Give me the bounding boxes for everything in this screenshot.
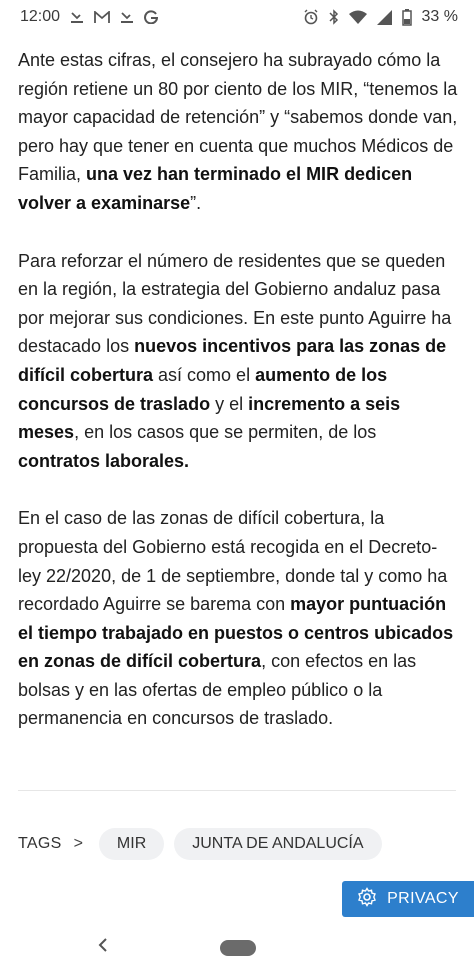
- paragraph-text: y el: [210, 393, 249, 414]
- paragraph-bold-text: incremento a seis meses: [18, 393, 401, 443]
- gear-icon: [357, 887, 377, 912]
- paragraph-text: , en los casos que se permiten, de los: [74, 422, 377, 443]
- paragraph-text: En el caso de las zonas de difícil cobertura, la propuesta del Gobierno está recogida en el Decreto-ley 22/2020, de 1 de septiembre, donde tal y como ha recordado Aguirre se barema con: [18, 508, 448, 615]
- paragraph-bold-text: mayor puntuación el tiempo trabajado en puestos o centros ubicados en zonas de difícil cobertura: [18, 594, 454, 672]
- privacy-label: PRIVACY: [387, 890, 459, 907]
- battery-icon: [402, 9, 412, 26]
- alarm-icon: [303, 9, 319, 25]
- tag-mir[interactable]: MIR: [99, 828, 164, 860]
- article-paragraph: [18, 504, 458, 733]
- status-bar: [0, 0, 474, 34]
- gmail-icon: [94, 11, 110, 24]
- bluetooth-icon: [329, 9, 339, 25]
- status-left: [20, 8, 158, 26]
- battery-percentage: 33 %: [421, 8, 458, 25]
- tag-junta-de-andalucia[interactable]: JUNTA DE ANDALUCÍA: [174, 828, 381, 860]
- tags-separator: >: [73, 835, 83, 852]
- privacy-button[interactable]: [342, 881, 474, 917]
- wifi-icon: [349, 10, 367, 24]
- divider: [18, 790, 456, 791]
- article-paragraph: [18, 46, 458, 218]
- paragraph-text: Para reforzar el número de residentes que se queden en la región, la estrategia del Gobierno andaluz pasa por mejorar sus condiciones. En este punto Aguirre ha destacado los: [18, 250, 452, 357]
- paragraph-bold-text: una vez han terminado el MIR dedicen volver a examinarse: [18, 164, 413, 213]
- paragraph-bold-text: contratos laborales.: [18, 450, 190, 471]
- article-body: [18, 46, 458, 762]
- paragraph-bold-text: nuevos incentivos para las zonas de difícil cobertura: [18, 336, 447, 385]
- paragraph-text: ”.: [190, 192, 202, 213]
- home-pill-icon[interactable]: [220, 940, 256, 956]
- paragraph-text: Ante estas cifras, el consejero ha subrayado cómo la región retiene un 80 por ciento de los MIR, “tenemos la mayor capacidad de retención” y “sabemos donde van, pero hay que tener en cuenta que muchos Médicos de Familia,: [18, 50, 458, 185]
- missed-call-icon: [120, 10, 134, 24]
- missed-call-icon: [70, 10, 84, 24]
- paragraph-text: así como el: [153, 364, 256, 385]
- back-chevron-icon[interactable]: [96, 934, 110, 963]
- status-right: [303, 8, 458, 26]
- article-paragraph: [18, 247, 458, 476]
- paragraph-text: , con efectos en las bolsas y en las ofertas de empleo público o la permanencia en concursos de traslado.: [18, 651, 417, 729]
- paragraph-bold-text: aumento de los concursos de traslado: [18, 364, 388, 414]
- google-icon: [144, 10, 158, 24]
- status-time: 12:00: [20, 8, 61, 25]
- navigation-bar: [0, 926, 474, 975]
- tags-label: TAGS: [18, 835, 62, 852]
- tags-row: [18, 828, 382, 860]
- signal-icon: [377, 10, 392, 25]
